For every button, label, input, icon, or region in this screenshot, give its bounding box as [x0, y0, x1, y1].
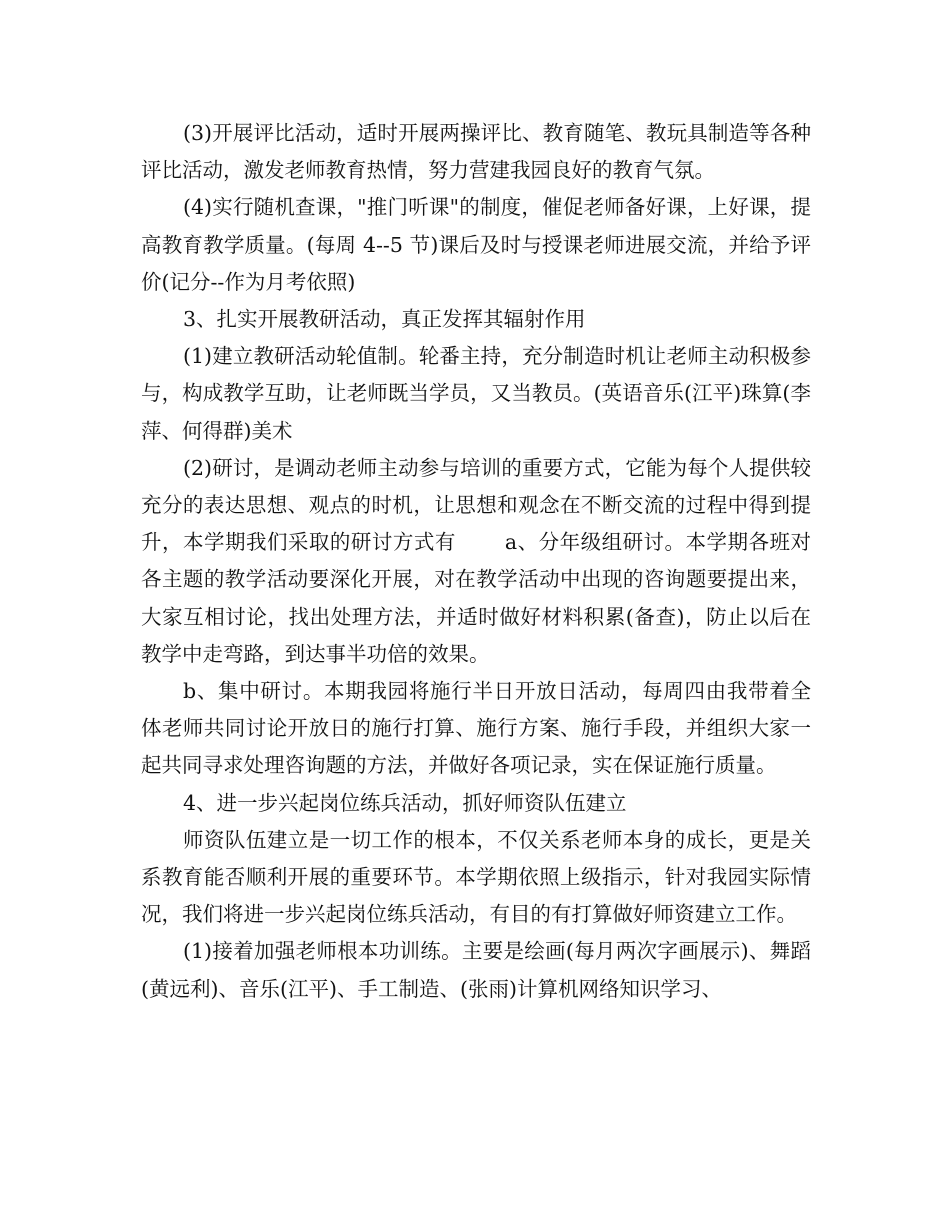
document-body — [141, 115, 811, 1008]
paragraph-discussion-methods: (2)研讨，是调动老师主动参与培训的重要方式，它能为每个人提供较充分的表达思想、观点的时机，让思想和观念在不断交流的过程中得到提升，本学期我们采取的研讨方式有 a、分年级组研讨。本学期各班对各主题的教学活动要深化开展，对在教学活动中出现的咨询题要提出来，大家互相讨论，找出处理方法，并适时做好材料积累(备查)，防止以后在教学中走弯路，到达事半功倍的效果。 — [141, 455, 811, 666]
section-heading-teaching-research: 3、扎实开展教研活动，真正发挥其辐射作用 — [183, 307, 586, 332]
paragraph-rotation-system: (1)建立教研活动轮值制。轮番主持，充分制造时机让老师主动积极参与，构成教学互助，让老师既当学员，又当教员。(英语音乐(江平)珠算(李萍、何得群)美术 — [141, 344, 811, 443]
paragraph-basic-skills-training: (1)接着加强老师根本功训练。主要是绘画(每月两次字画展示)、舞蹈(黄远利)、音乐(江平)、手工制造、(张雨)计算机网络知识学习、 — [141, 939, 811, 1001]
paragraph-evaluation-activities: (3)开展评比活动，适时开展两操评比、教育随笔、教玩具制造等各种评比活动，激发老师教育热情，努力营建我园良好的教育气氛。 — [141, 121, 811, 183]
paragraph-teacher-team-building: 师资队伍建立是一切工作的根本，不仅关系老师本身的成长，更是关系教育能否顺利开展的重要环节。本学期依照上级指示，针对我园实际情况，我们将进一步兴起岗位练兵活动，有目的有打算做好师资建立工作。 — [141, 827, 811, 927]
section-heading-skill-training: 4、进一步兴起岗位练兵活动，抓好师资队伍建立 — [183, 790, 627, 815]
paragraph-centralized-discussion: b、集中研讨。本期我园将施行半日开放日活动，每周四由我带着全体老师共同讨论开放日的施行打算、施行方案、施行手段，并组织大家一起共同寻求处理咨询题的方法，并做好各项记录，实在保证施行质量。 — [141, 679, 811, 778]
paragraph-random-class-inspection: (4)实行随机查课，"推门听课"的制度，催促老师备好课，上好课，提高教育教学质量。(每周 4--5 节)课后及时与授课老师进展交流，并给予评价(记分--作为月考依照) — [141, 195, 811, 294]
